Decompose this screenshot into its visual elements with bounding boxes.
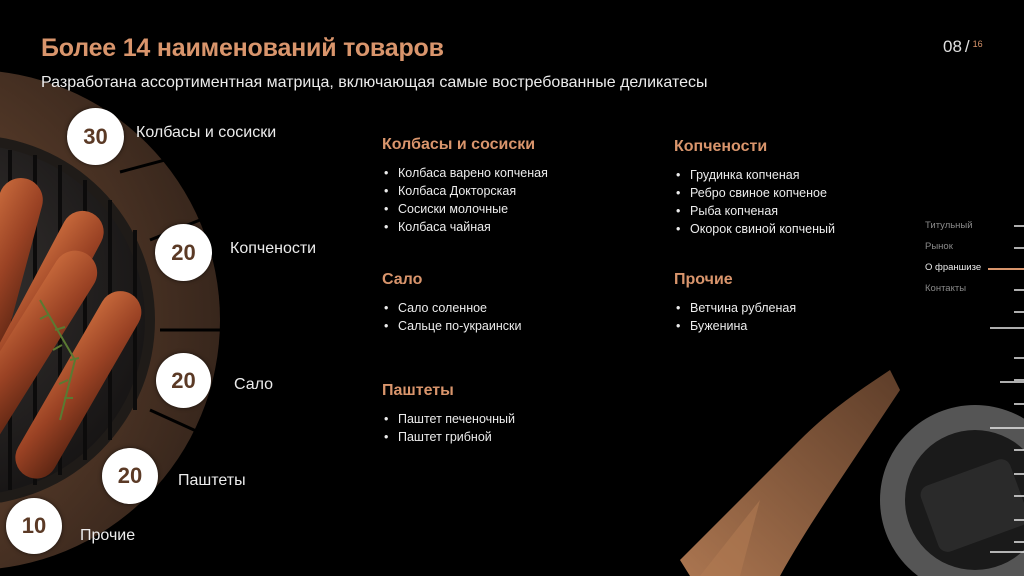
page-title: Более 14 наименований товаров — [41, 34, 444, 62]
badge-sausages: 30 — [67, 108, 124, 165]
list-item: • Колбаса чайная — [382, 218, 548, 236]
list-item: • Паштет печеночный — [382, 410, 515, 428]
list-item: • Ветчина рубленая — [674, 299, 796, 317]
category-title: Копчености — [674, 138, 768, 155]
nav-item-title[interactable]: Титульный — [925, 220, 973, 231]
page-number — [943, 37, 983, 57]
category-pate — [382, 382, 515, 446]
page-current: 08 — [943, 37, 962, 56]
category-lard — [382, 271, 521, 335]
nav-item-market[interactable]: Рынок — [925, 241, 953, 252]
category-title: Прочие — [674, 271, 733, 288]
nav-item-franchise[interactable]: О франшизе — [925, 262, 982, 273]
side-nav — [925, 219, 981, 303]
list-item: • Грудинка копченая — [674, 166, 835, 184]
badge-label-lard: Сало — [234, 376, 274, 393]
list-item: • Буженина — [674, 317, 796, 335]
badge-other: 10 — [6, 498, 62, 554]
category-smoked — [674, 138, 835, 238]
badge-label-pate: Паштеты — [178, 472, 246, 489]
category-sausages — [382, 136, 548, 236]
page-total: 16 — [972, 39, 983, 49]
badge-label-smoked: Копчености — [230, 240, 317, 257]
category-title: Колбасы и сосиски — [382, 136, 536, 153]
nav-item-contacts[interactable]: Контакты — [925, 283, 967, 294]
page-subtitle: Разработана ассортиментная матрица, включающая самые востребованные деликатесы — [41, 74, 708, 91]
badge-label-sausages: Колбасы и сосиски — [136, 124, 277, 141]
badge-pate: 20 — [102, 448, 158, 504]
list-item: • Окорок свиной копченый — [674, 220, 835, 238]
category-other — [674, 271, 796, 335]
list-item: • Сальце по-украински — [382, 317, 521, 335]
badge-lard: 20 — [156, 353, 211, 408]
list-item: • Сало соленное — [382, 299, 521, 317]
badge-label-other: Прочие — [80, 527, 136, 544]
list-item: • Колбаса Докторская — [382, 182, 548, 200]
category-title: Паштеты — [382, 382, 454, 399]
list-item: • Ребро свиное копченое — [674, 184, 835, 202]
list-item: • Рыба копченая — [674, 202, 835, 220]
list-item: • Сосиски молочные — [382, 200, 548, 218]
page-separator: / — [964, 37, 970, 56]
badge-smoked: 20 — [155, 224, 212, 281]
list-item: • Колбаса варено копченая — [382, 164, 548, 182]
category-title: Сало — [382, 271, 423, 288]
list-item: • Паштет грибной — [382, 428, 515, 446]
